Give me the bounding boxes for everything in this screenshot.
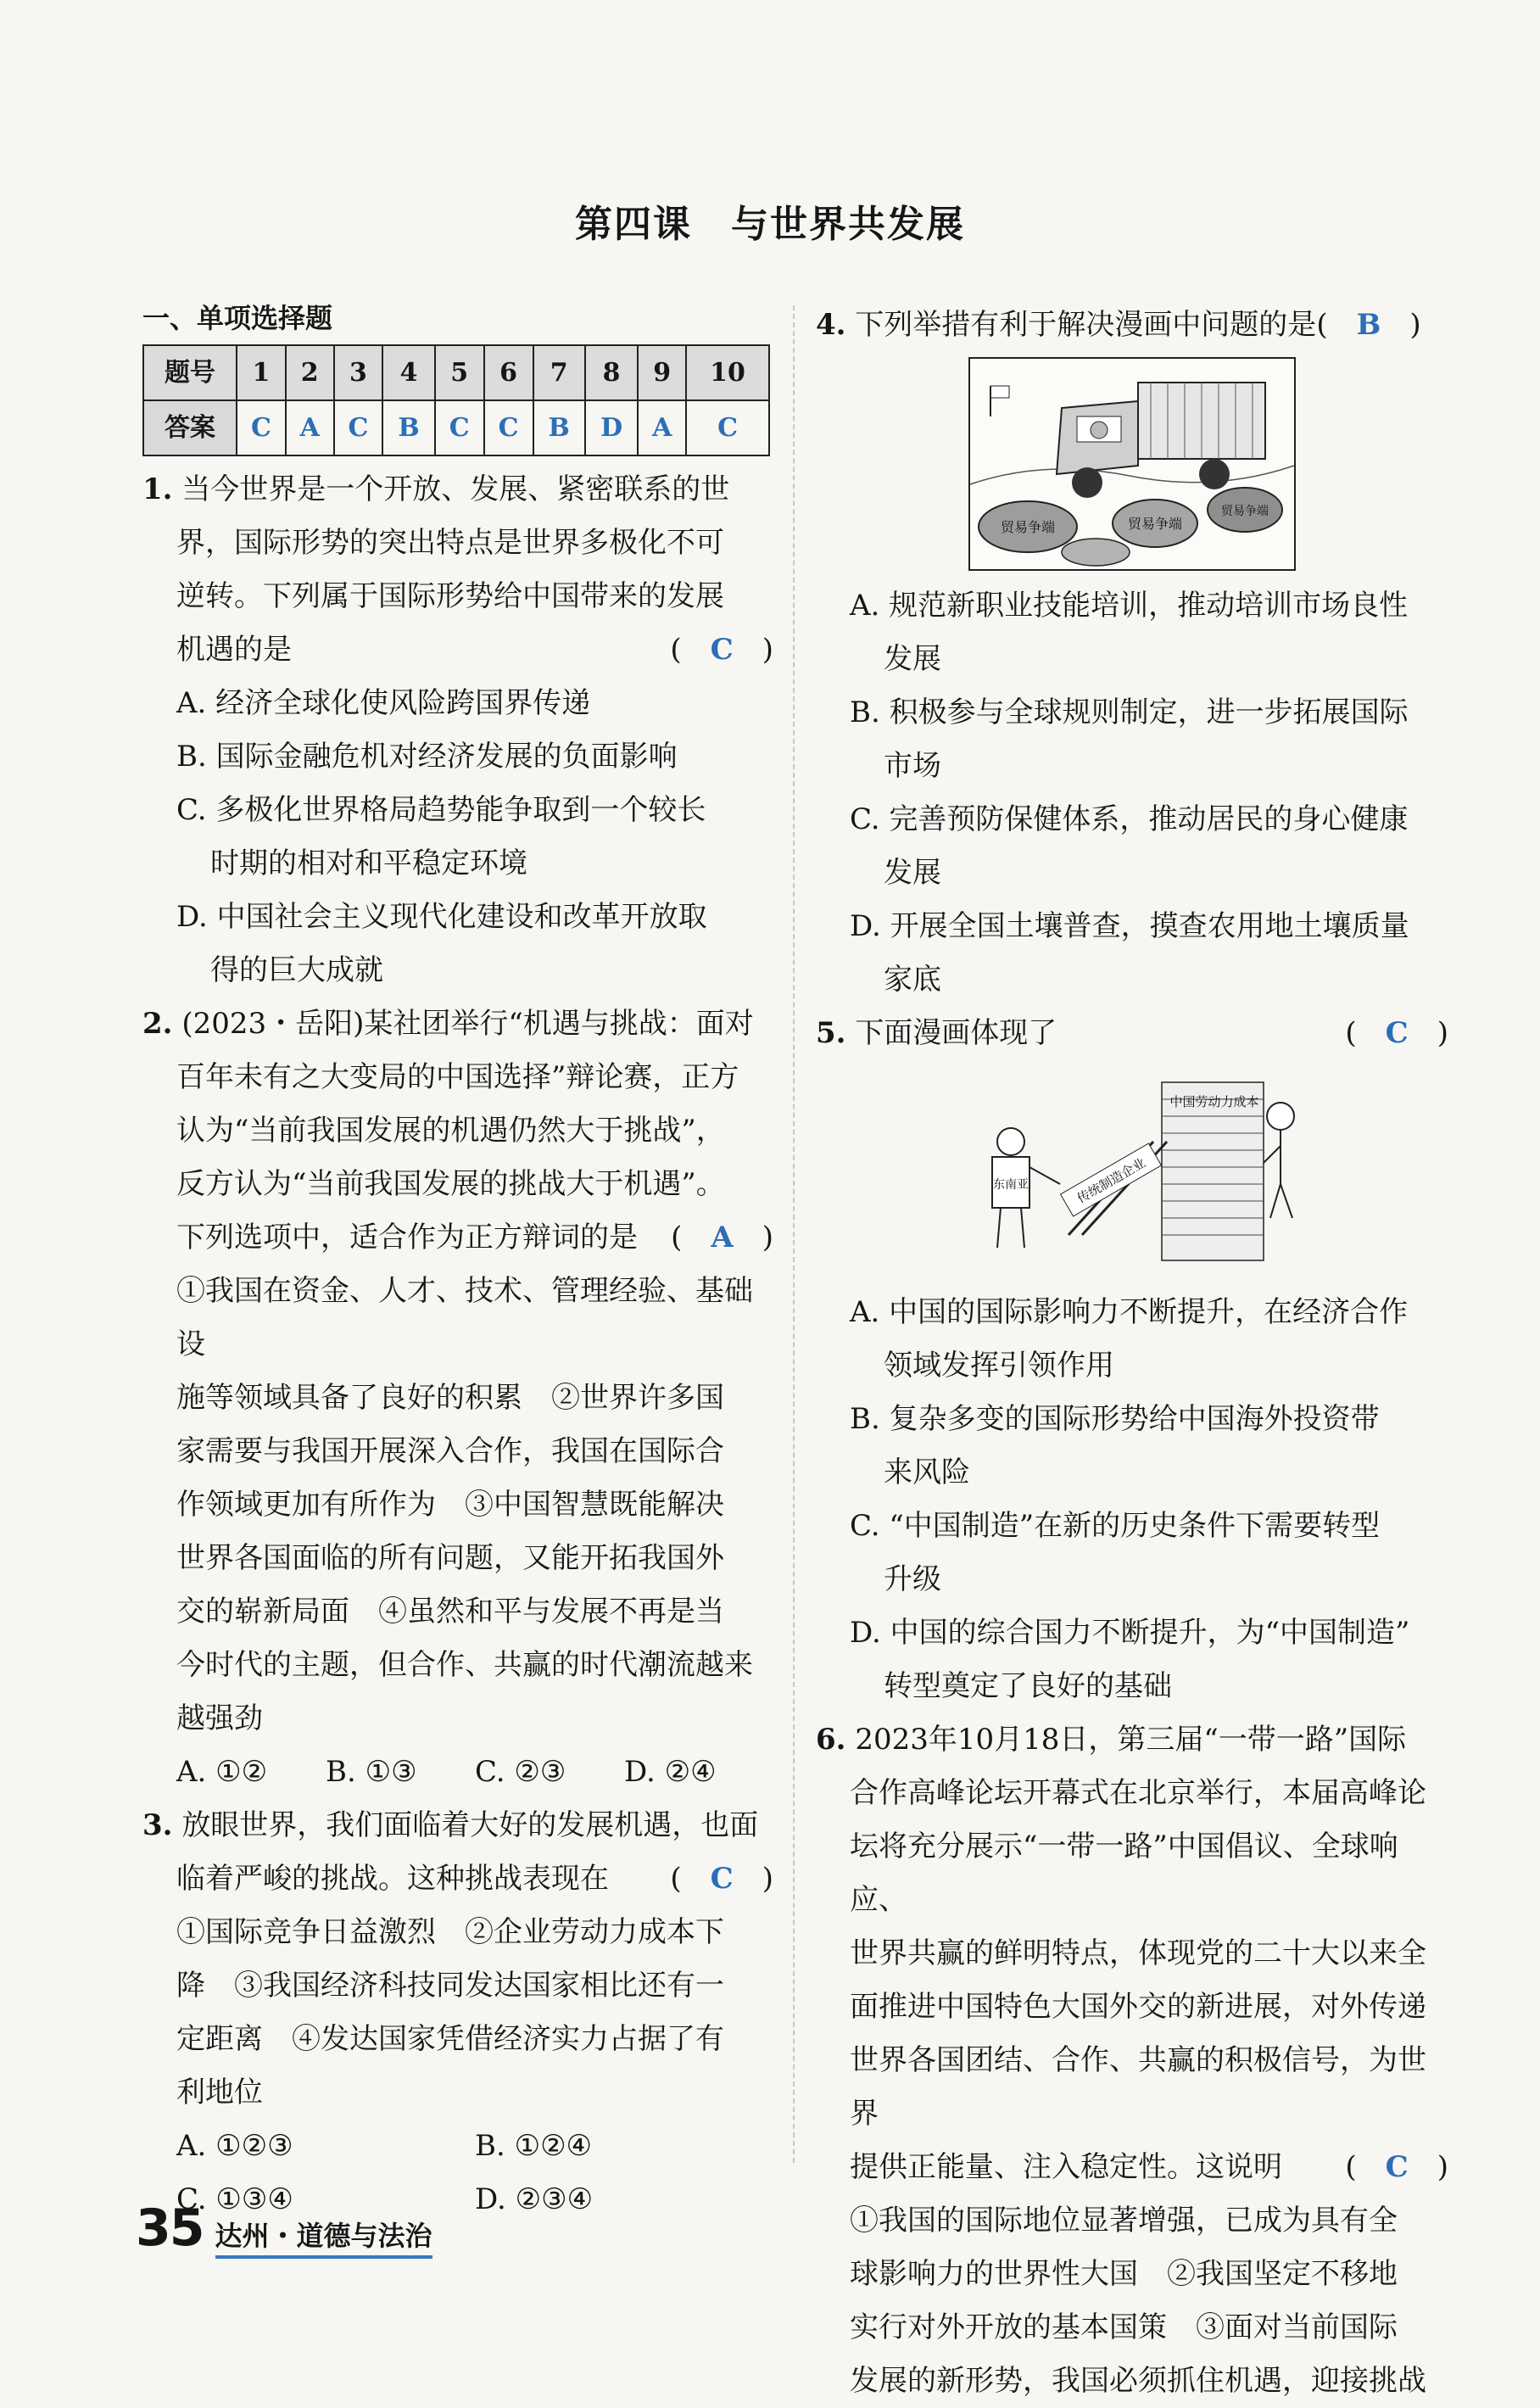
option-continued: 得的巨大成就 xyxy=(210,953,383,987)
question-text: 当今世界是一个开放、发展、紧密联系的世 xyxy=(181,472,730,506)
option-continued: 升级 xyxy=(884,1562,941,1596)
question-text: 2023年10月18日，第三届“一带一路”国际 xyxy=(855,1723,1407,1757)
cartoon-label: 东南亚 xyxy=(993,1178,1029,1192)
answer-mark: C xyxy=(1385,1016,1409,1050)
question-number: 2. xyxy=(142,1007,173,1041)
option: D. ②③④ xyxy=(475,2182,594,2216)
statement-text: 今时代的主题，但合作、共赢的时代潮流越来 xyxy=(176,1648,753,1682)
option-continued: 时期的相对和平稳定环境 xyxy=(210,846,527,880)
table-number: 2 xyxy=(286,345,334,400)
column-divider xyxy=(793,305,795,2163)
question-text: 下面漫画体现了 xyxy=(855,1016,1057,1050)
question-text: (2023・岳阳)某社团举行“机遇与挑战：面对 xyxy=(181,1007,754,1041)
table-answer: D xyxy=(585,400,639,455)
cartoon-label: 贸易争端 xyxy=(1221,505,1269,518)
question-text: 逆转。下列属于国际形势给中国带来的发展 xyxy=(176,579,724,613)
statement-text: 降 ③我国经济科技同发达国家相比还有一 xyxy=(176,1969,724,2003)
answer-table xyxy=(142,344,770,456)
statement-text: 交的崭新局面 ④虽然和平与发展不再是当 xyxy=(176,1595,724,1629)
table-number: 9 xyxy=(638,345,686,400)
option: A. 中国的国际影响力不断提升，在经济合作 xyxy=(850,1295,1409,1329)
table-number: 5 xyxy=(435,345,484,400)
table-answer: C xyxy=(435,400,484,455)
answer-table-row2-head: 答案 xyxy=(143,400,237,455)
table-number: 3 xyxy=(334,345,383,400)
option: D. 开展全国土壤普查，摸查农用地土壤质量 xyxy=(850,909,1409,943)
question-6 xyxy=(816,1713,1448,2408)
answer-paren: ( C ) xyxy=(1345,1016,1448,1050)
table-answer: C xyxy=(686,400,769,455)
answer-mark: B xyxy=(1356,308,1381,342)
right-column xyxy=(816,299,1448,2408)
table-answer: C xyxy=(334,400,383,455)
option-continued: 发展 xyxy=(884,642,941,676)
cartoon-truck-trade-disputes xyxy=(968,357,1296,571)
question-text: 临着严峻的挑战。这种挑战表现在 xyxy=(176,1862,609,1896)
statement-text: 作领域更加有所作为 ③中国智慧既能解决 xyxy=(176,1488,724,1522)
question-text: 面推进中国特色大国外交的新进展，对外传递 xyxy=(850,1990,1426,2024)
option: B. 复杂多变的国际形势给中国海外投资带 xyxy=(850,1402,1380,1436)
option: C. ①③④ xyxy=(176,2182,293,2216)
table-number: 10 xyxy=(686,345,769,400)
option: B. 积极参与全球规则制定，进一步拓展国际 xyxy=(850,696,1409,729)
question-number: 5. xyxy=(816,1016,846,1050)
option: A. 经济全球化使风险跨国界传递 xyxy=(176,686,591,720)
statement-text: 家需要与我国开展深入合作，我国在国际合 xyxy=(176,1434,724,1468)
table-answer: B xyxy=(533,400,585,455)
answer-table-row1-head: 题号 xyxy=(143,345,237,400)
question-number: 6. xyxy=(816,1723,846,1757)
cartoon-label: 传统制造企业 xyxy=(1074,1154,1148,1207)
question-number: 1. xyxy=(142,472,173,506)
option: D. ②④ xyxy=(624,1755,717,1789)
question-2 xyxy=(142,997,773,1799)
book-subject: 达州・道德与法治 xyxy=(215,2215,432,2259)
statement-text: 实行对外开放的基本国策 ③面对当前国际 xyxy=(850,2310,1398,2344)
question-text: 百年未有之大变局的中国选择”辩论赛，正方 xyxy=(176,1060,739,1094)
answer-paren: ( C ) xyxy=(1345,2150,1448,2184)
question-text: 认为“当前我国发展的机遇仍然大于挑战”， xyxy=(176,1114,725,1148)
statement-text: 施等领域具备了良好的积累 ②世界许多国 xyxy=(176,1381,724,1415)
statement-text: 定距离 ④发达国家凭借经济实力占据了有 xyxy=(176,2022,724,2056)
table-answer: A xyxy=(638,400,686,455)
option-continued: 家底 xyxy=(884,963,941,997)
statement-text: 越强劲 xyxy=(176,1701,263,1735)
option-continued: 领域发挥引领作用 xyxy=(884,1349,1114,1383)
question-text: 界，国际形势的突出特点是世界多极化不可 xyxy=(176,526,724,560)
left-column xyxy=(142,299,773,2226)
table-number: 4 xyxy=(382,345,434,400)
page-number: 35 xyxy=(136,2198,204,2258)
question-text: 世界共赢的鲜明特点，体现党的二十大以来全 xyxy=(850,1936,1426,1970)
statement-text: 发展的新形势，我国必须抓住机遇，迎接挑战 xyxy=(850,2364,1426,2398)
option: C. ②③ xyxy=(475,1755,566,1789)
answer-paren: ( C ) xyxy=(670,1862,773,1896)
answer-paren: ( A ) xyxy=(671,1221,773,1254)
option: B. ①③ xyxy=(326,1755,417,1789)
options-row xyxy=(142,1746,773,1799)
table-answer: C xyxy=(484,400,533,455)
option-continued: 来风险 xyxy=(884,1455,970,1489)
table-answer: C xyxy=(237,400,286,455)
option: A. ①②③ xyxy=(176,2129,293,2163)
cartoon-label: 中国劳动力成本 xyxy=(1169,1094,1259,1109)
statement-text: 利地位 xyxy=(176,2076,263,2109)
options-row xyxy=(142,2120,773,2173)
answer-table-answers-row xyxy=(143,400,769,455)
table-answer: B xyxy=(382,400,434,455)
option: C. 多极化世界格局趋势能争取到一个较长 xyxy=(176,793,706,827)
answer-mark: A xyxy=(711,1221,734,1254)
question-5 xyxy=(816,1007,1448,1713)
answer-paren: ( C ) xyxy=(670,633,773,667)
question-number: 3. xyxy=(142,1808,173,1842)
table-number: 7 xyxy=(533,345,585,400)
table-number: 6 xyxy=(484,345,533,400)
question-text: 合作高峰论坛开幕式在北京举行，本届高峰论 xyxy=(850,1776,1426,1810)
question-3 xyxy=(142,1799,773,2226)
page-title: 第四课 与世界共发展 xyxy=(575,203,965,246)
option: C. “中国制造”在新的历史条件下需要转型 xyxy=(850,1509,1381,1543)
question-text: 世界各国团结、合作、共赢的积极信号，为世界 xyxy=(850,2043,1426,2131)
statement-text: ①我国在资金、人才、技术、管理经验、基础设 xyxy=(176,1274,753,1361)
option-continued: 转型奠定了良好的基础 xyxy=(884,1669,1172,1703)
answer-mark: C xyxy=(710,1862,734,1896)
option-continued: 发展 xyxy=(884,856,941,890)
option: D. 中国社会主义现代化建设和改革开放取 xyxy=(176,900,707,934)
option: B. 国际金融危机对经济发展的负面影响 xyxy=(176,740,678,774)
question-text: 下列举措有利于解决漫画中问题的是 xyxy=(855,308,1317,342)
option: B. ①②④ xyxy=(475,2129,593,2163)
option: A. ①② xyxy=(176,1755,268,1789)
answer-mark: C xyxy=(710,633,734,667)
question-1 xyxy=(142,463,773,997)
option: C. 完善预防保健体系，推动居民的身心健康 xyxy=(850,802,1409,836)
page-footer xyxy=(136,2198,432,2259)
option-continued: 市场 xyxy=(884,749,941,783)
question-text: 提供正能量、注入稳定性。这说明 xyxy=(850,2150,1282,2184)
statement-text: ①我国的国际地位显著增强，已成为具有全 xyxy=(850,2204,1398,2238)
cartoon-label: 贸易争端 xyxy=(1000,519,1056,535)
answer-table-numbers-row xyxy=(143,345,769,400)
option: A. 规范新职业技能培训，推动培训市场良性 xyxy=(850,589,1409,623)
table-answer: A xyxy=(286,400,334,455)
statement-text: 世界各国面临的所有问题，又能开拓我国外 xyxy=(176,1541,724,1575)
answer-mark: C xyxy=(1385,2150,1409,2184)
statement-text: ①国际竞争日益激烈 ②企业劳动力成本下 xyxy=(176,1915,724,1949)
question-text: 机遇的是 xyxy=(176,633,292,667)
question-text: 反方认为“当前我国发展的挑战大于机遇”。 xyxy=(176,1167,725,1201)
statement-text: 球影响力的世界性大国 ②我国坚定不移地 xyxy=(850,2257,1398,2291)
table-number: 8 xyxy=(585,345,639,400)
question-number: 4. xyxy=(816,308,846,342)
cartoon-label: 贸易争端 xyxy=(1127,516,1183,532)
cartoon-labor-cost-wall xyxy=(941,1065,1323,1277)
option: D. 中国的综合国力不断提升，为“中国制造” xyxy=(850,1616,1410,1650)
question-text: 坛将充分展示“一带一路”中国倡议、全球响应、 xyxy=(850,1830,1398,1917)
table-number: 1 xyxy=(237,345,286,400)
section-title: 一、单项选择题 xyxy=(142,302,333,334)
question-text: 放眼世界，我们面临着大好的发展机遇，也面 xyxy=(181,1808,759,1842)
question-text: 下列选项中，适合作为正方辩词的是 xyxy=(176,1221,638,1254)
question-4: 4. 下列举措有利于解决漫画中问题的是( B ) 贸易争端 贸易争端 贸易争端 A. 规范新职业技能培训，推动培训市场良性 发展 B. 积极参与全球规则制定，进一步拓展国际 市场 C. 完善预防保健体系，推动居民的身心健康 发展 D. 开展全国土壤普查，摸查农用地土壤质量 家底 xyxy=(816,299,1448,1007)
